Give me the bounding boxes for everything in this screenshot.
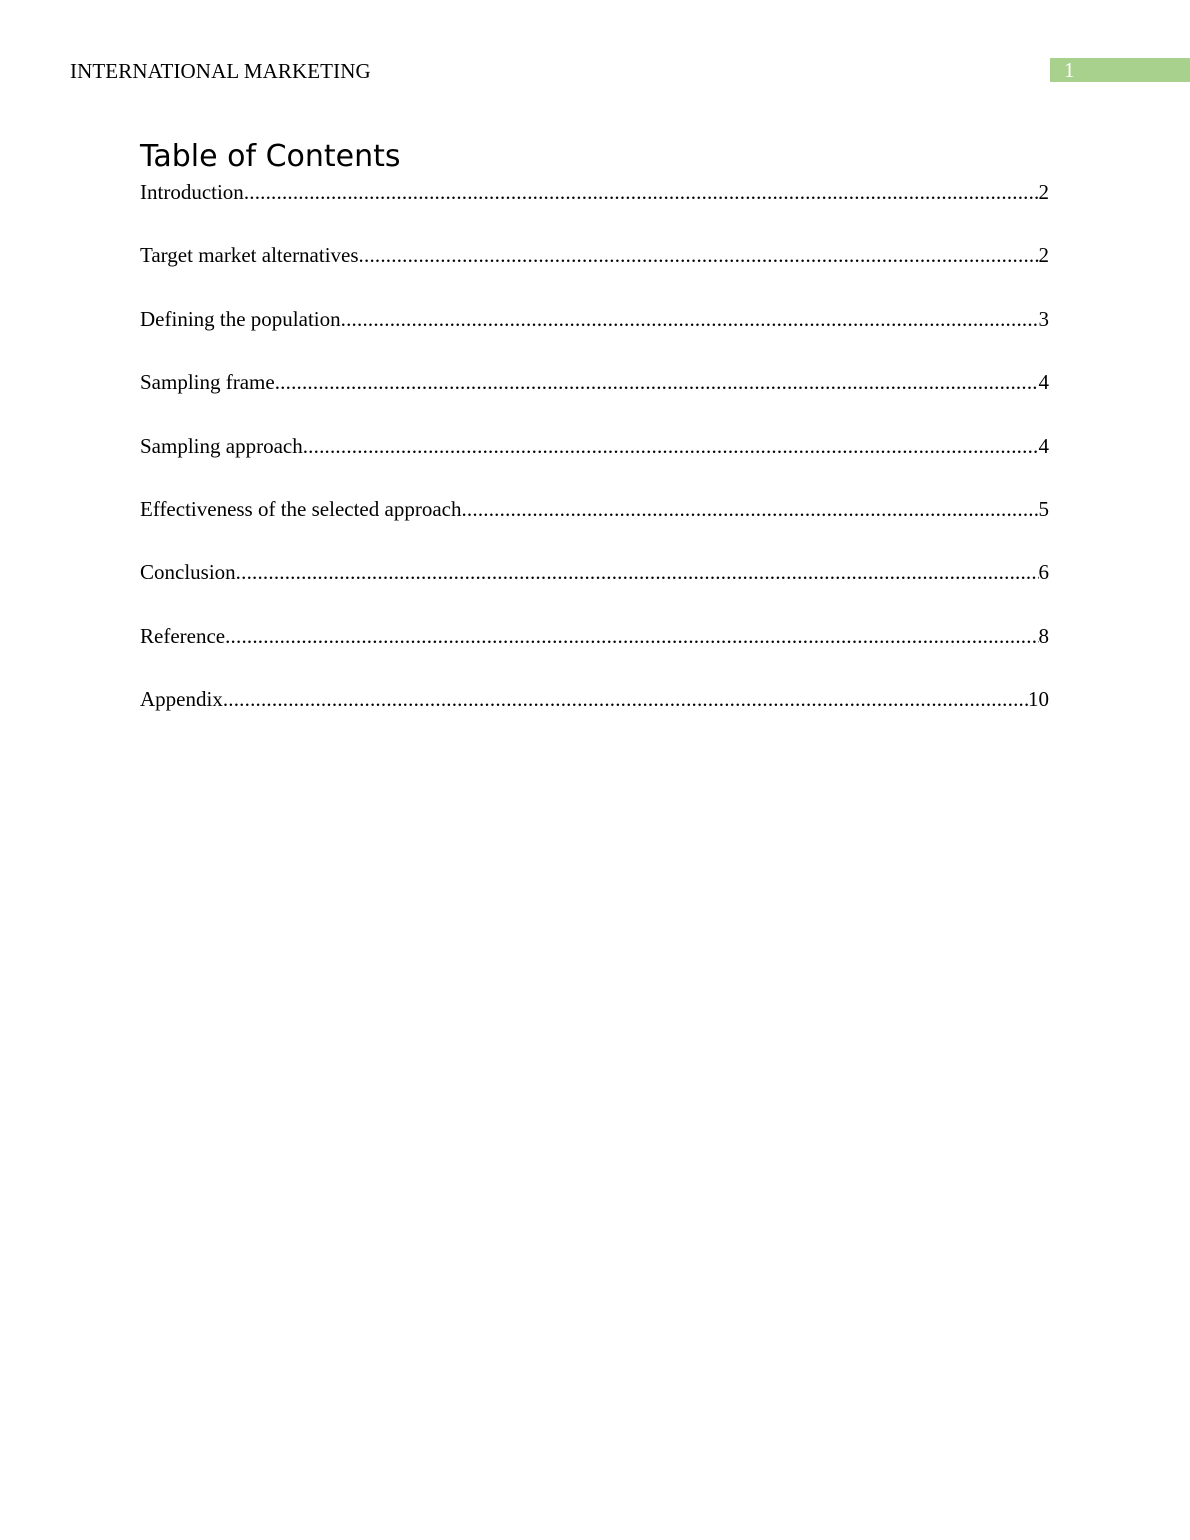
page-number-badge [1050, 58, 1190, 82]
toc-entry-label: Sampling approach [140, 433, 303, 458]
toc-entry-label: Defining the population [140, 306, 341, 331]
toc-entry-reference[interactable] [140, 620, 1049, 683]
toc-entry-introduction[interactable] [140, 176, 1049, 239]
running-header-title: INTERNATIONAL MARKETING [70, 59, 371, 83]
toc-entry-sampling-approach[interactable] [140, 430, 1049, 493]
toc-dot-leader [225, 620, 1038, 652]
toc-entry-page: 6 [1038, 560, 1049, 585]
toc-dot-leader [244, 176, 1039, 208]
toc-entry-effectiveness-of-the-selected-approach[interactable] [140, 493, 1049, 556]
toc-entry-label: Introduction [140, 180, 244, 204]
toc-entry-label: Reference [140, 623, 226, 648]
toc-entry-label: Effectiveness of the selected approach [140, 496, 462, 521]
toc-dot-leader [303, 430, 1039, 462]
toc-entry-page: 2 [1038, 243, 1049, 268]
toc-entry-label: Appendix [140, 687, 223, 712]
toc-entry-page: 2 [1038, 180, 1049, 204]
toc-dot-leader [341, 303, 1039, 335]
toc-dot-leader [236, 556, 1039, 588]
toc-entry-label: Target market alternatives [140, 243, 359, 268]
toc-dot-leader [223, 683, 1028, 715]
toc-dot-leader [359, 239, 1039, 271]
toc-heading: Table of Contents [140, 139, 401, 174]
toc-entry-label: Sampling frame [140, 370, 275, 395]
toc-entry-conclusion[interactable] [140, 556, 1049, 619]
page-number: 1 [1064, 58, 1075, 82]
toc-entry-page: 4 [1038, 433, 1049, 458]
toc-entry-appendix[interactable] [140, 683, 1049, 746]
toc-entry-target-market-alternatives[interactable] [140, 239, 1049, 302]
table-of-contents [140, 176, 1049, 747]
toc-entry-page: 8 [1038, 623, 1049, 648]
toc-entry-sampling-frame[interactable] [140, 366, 1049, 429]
toc-entry-page: 4 [1038, 370, 1049, 395]
toc-entry-page: 5 [1038, 496, 1049, 521]
toc-entry-page: 3 [1038, 306, 1049, 331]
toc-entry-label: Conclusion [140, 560, 236, 585]
toc-dot-leader [461, 493, 1038, 525]
toc-dot-leader [275, 366, 1039, 398]
toc-entry-defining-the-population[interactable] [140, 303, 1049, 366]
toc-entry-page: 10 [1028, 687, 1049, 712]
